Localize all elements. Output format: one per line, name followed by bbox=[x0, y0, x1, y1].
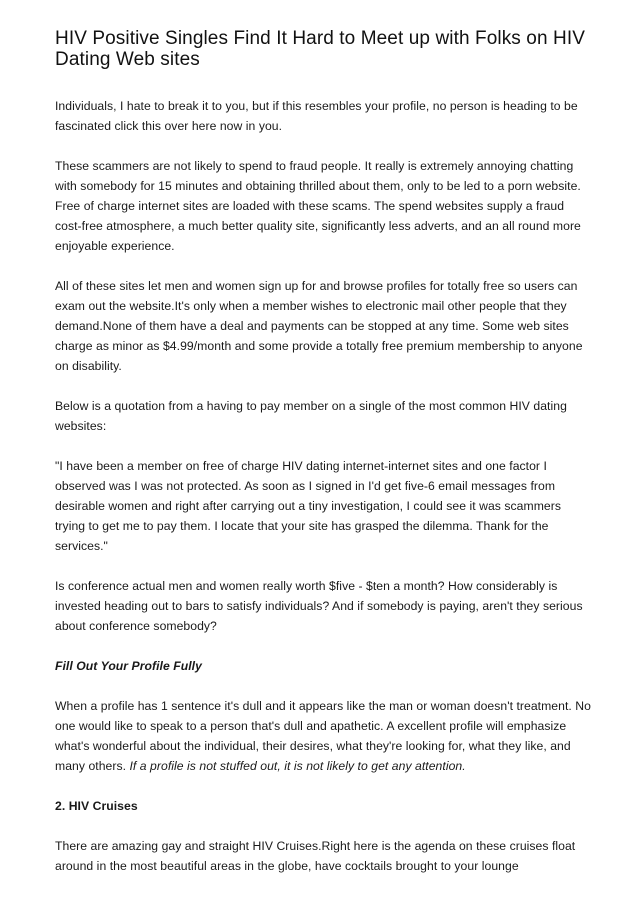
paragraph-cruises: There are amazing gay and straight HIV Cruises.Right here is the agenda on these cruises float around in the most beautiful areas in the globe, have cocktails brought to your lounge bbox=[55, 839, 576, 873]
paragraph-sites: All of these sites let men and women sign up for and browse profiles for totally free so users can exam out the website.It's only when a member wishes to electronic mail other people that they demand.None of them have a deal and payments can be stopped at any time. Some web sites charge as minor as $4.99/month and some provide a totally free premium membership to anyone on disability. bbox=[55, 279, 583, 373]
paragraph-conference: Is conference actual men and women really worth $five - $ten a month? How considerably is invested heading out to bars to satisfy individuals? And if somebody is paying, aren't they serious about conference somebody? bbox=[55, 579, 583, 633]
paragraph-scammers: These scammers are not likely to spend to fraud people. It really is extremely annoying chatting with somebody for 15 minutes and obtaining thrilled about them, only to be led to a porn website. Free of charge internet sites are loaded with these scams. The spend websites supply a fraud cost-free atmosphere, a much better quality site, significantly less adverts, and an all round more enjoyable experience. bbox=[55, 159, 581, 253]
page-title: HIV Positive Singles Find It Hard to Meet up with Folks on HIV Dating Web sites bbox=[55, 28, 585, 70]
section-heading-profile: Fill Out Your Profile Fully bbox=[55, 659, 202, 673]
paragraph-quotation: "I have been a member on free of charge HIV dating internet-internet sites and one factor I observed was I was not protected. As soon as I signed in I'd get five-6 email messages from desirable women and right after carrying out a tiny investigation, I could see it was scammers trying to get me to pay them. I locate that your site has grasped the dilemma. Thank for the services." bbox=[55, 459, 561, 553]
section-heading-cruises: 2. HIV Cruises bbox=[55, 799, 138, 813]
paragraph-intro: Individuals, I hate to break it to you, but if this resembles your profile, no person is heading to be fascinated click this over here now in you. bbox=[55, 99, 578, 133]
paragraph-profile bbox=[55, 696, 593, 776]
document-page bbox=[55, 28, 593, 876]
paragraph-profile-emphasis: If a profile is not stuffed out, it is not likely to get any attention. bbox=[129, 759, 466, 773]
paragraph-profile-text: When a profile has 1 sentence it's dull and it appears like the man or woman doesn't treatment. No one would like to speak to a person that's dull and apathetic. A excellent profile will emphasize what's wonderful about the individual, their desires, what they're looking for, what they like, and many others. bbox=[55, 699, 591, 773]
paragraph-quotation-intro: Below is a quotation from a having to pay member on a single of the most common HIV dating websites: bbox=[55, 399, 567, 433]
